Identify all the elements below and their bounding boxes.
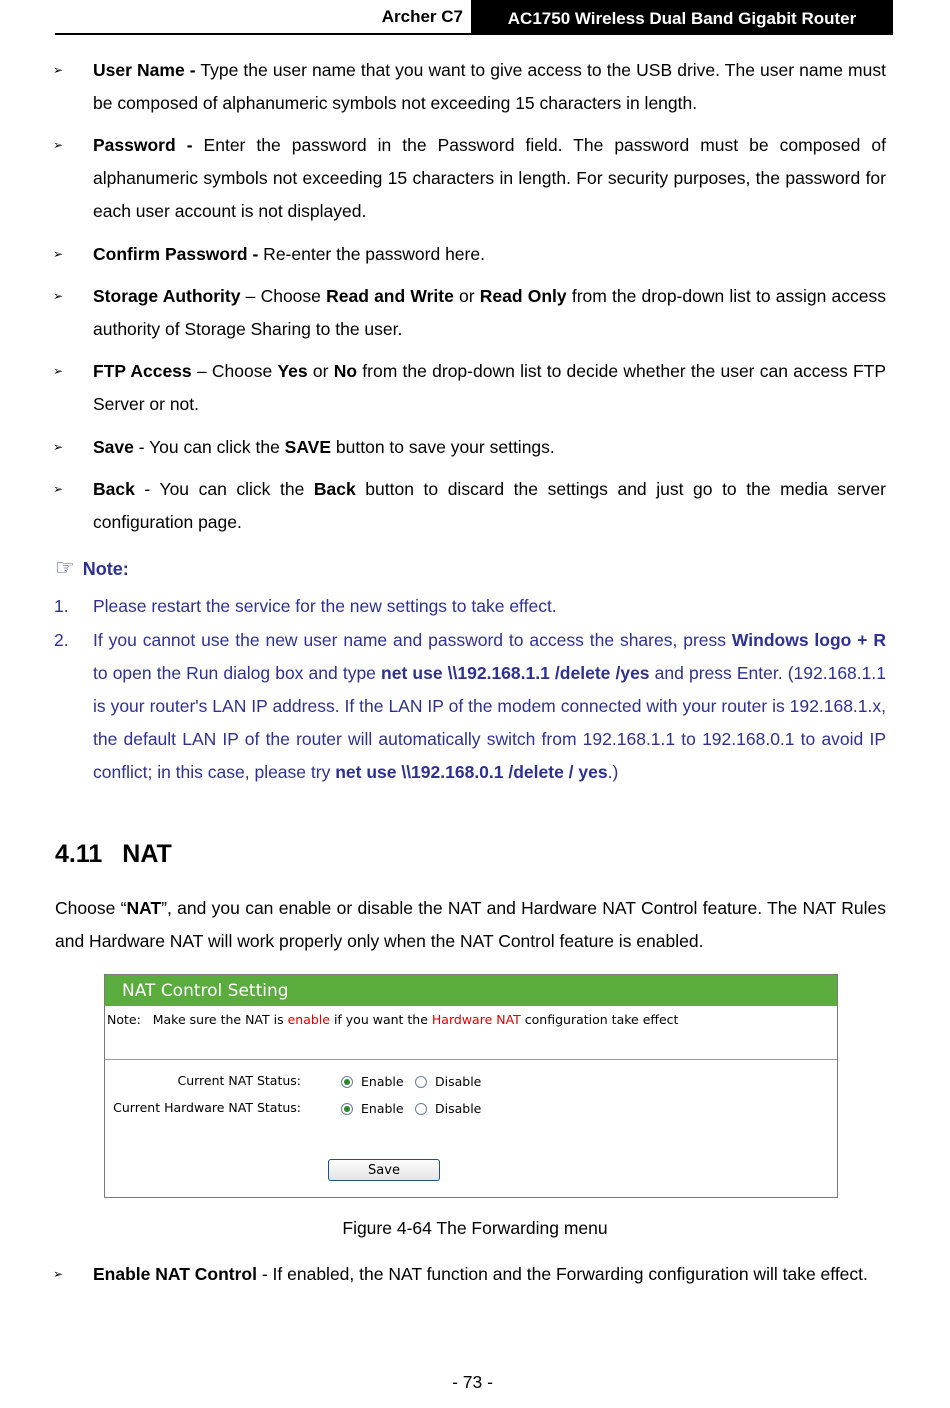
note-number: 1. xyxy=(54,596,69,616)
bullet-text: from the drop-down list to decide whether the user can access FTP Server or not. xyxy=(93,361,886,414)
note-bold: net use \\192.168.1.1 /delete /yes xyxy=(381,663,650,683)
bullet-text: – Choose xyxy=(240,286,327,306)
bullet-bold: SAVE xyxy=(284,437,332,457)
nat-enable-label: Enable xyxy=(361,1074,404,1089)
bullet-text: or xyxy=(453,286,480,306)
figure-caption: Figure 4-64 The Forwarding menu xyxy=(342,1218,608,1238)
bullet-text: Re-enter the password here. xyxy=(258,244,485,264)
hardware-nat-disable-radio[interactable] xyxy=(415,1103,427,1115)
bullet-text: Enter the password in the Password field. The password must be composed of alphanumeric symbols not exceeding 15 characters in length. For security purposes, the password for each user account is not displayed. xyxy=(93,135,886,221)
note-text: and press Enter. (192.168.1.1 is your router's LAN IP address. If the LAN IP of the modem connected with your router is 192.168.1.x, the default LAN IP of the router will automatically switch from 192.168.1.1 to 192.168.0.1 to avoid IP conflict; in this case, please try xyxy=(93,663,886,782)
bullet-text: - You can click the xyxy=(133,437,285,457)
panel-divider xyxy=(105,1059,837,1060)
bullet-bold: No xyxy=(333,361,358,381)
bullet-ftp-access xyxy=(93,355,886,421)
bullet-save xyxy=(93,431,886,464)
bullet-term: User Name - xyxy=(93,60,196,80)
panel-note-text: Make sure the NAT is xyxy=(152,1012,288,1027)
page-header xyxy=(55,0,893,35)
bullet-user-name xyxy=(93,54,886,120)
nat-disable-label: Disable xyxy=(435,1074,482,1089)
bullet-storage-authority xyxy=(93,280,886,346)
panel-note-highlight: Hardware NAT xyxy=(431,1012,521,1027)
note-bold: Windows logo + R xyxy=(731,630,886,650)
hardware-nat-status-row xyxy=(105,1100,837,1118)
panel-title: NAT Control Setting xyxy=(105,975,837,1006)
header-model: Archer C7 xyxy=(381,7,463,26)
nat-status-label: Current NAT Status: xyxy=(177,1073,301,1088)
bullet-text: from the drop-down list to assign access authority of Storage Sharing to the user. xyxy=(93,286,886,339)
bullet-confirm-password xyxy=(93,238,886,271)
save-button[interactable]: Save xyxy=(328,1159,440,1181)
page-number: - 73 - xyxy=(452,1372,493,1392)
bullet-term: Confirm Password - xyxy=(93,244,259,264)
bullet-bold: Read Only xyxy=(479,286,567,306)
section-title: NAT xyxy=(122,840,172,868)
intro-paragraph xyxy=(55,892,886,958)
panel-note xyxy=(107,1012,678,1027)
bullet-enable-nat-control xyxy=(93,1258,886,1291)
bullet-term: Storage Authority xyxy=(93,286,241,306)
note-bold: net use \\192.168.0.1 /delete / yes xyxy=(335,762,608,782)
note-text: to open the Run dialog box and type xyxy=(93,663,382,683)
note-text: If you cannot use the new user name and password to access the shares, press xyxy=(93,630,732,650)
note-item-2 xyxy=(54,624,886,789)
bullet-text: Type the user name that you want to give access to the USB drive. The user name must be composed of alphanumeric symbols not exceeding 15 characters in length. xyxy=(93,60,886,113)
pointing-hand-icon: ☞ xyxy=(55,556,75,581)
bullet-bold: Yes xyxy=(277,361,308,381)
note-number: 2. xyxy=(54,630,69,650)
note-item-1 xyxy=(54,590,886,623)
panel-note-text: configuration take effect xyxy=(520,1012,679,1027)
nat-disable-radio[interactable] xyxy=(415,1076,427,1088)
intro-text: Choose “ xyxy=(55,898,127,918)
section-number: 4.11 xyxy=(55,840,103,868)
intro-bold: NAT xyxy=(126,898,162,918)
bullet-text: - You can click the xyxy=(134,479,314,499)
nat-control-panel xyxy=(104,974,838,1198)
bullet-text: or xyxy=(307,361,334,381)
note-title: Note: xyxy=(82,559,129,579)
bullet-text: – Choose xyxy=(191,361,278,381)
panel-note-highlight: enable xyxy=(287,1012,330,1027)
bullet-term: Password - xyxy=(93,135,193,155)
hardware-nat-disable-label: Disable xyxy=(435,1101,482,1116)
panel-note-prefix: Note: xyxy=(107,1012,141,1027)
bullet-back xyxy=(93,473,886,539)
bullet-text: button to save your settings. xyxy=(331,437,555,457)
intro-text: ”, and you can enable or disable the NAT and Hardware NAT Control feature. The NAT Rules and Hardware NAT will work properly only when the NAT Control feature is enabled. xyxy=(55,898,886,951)
bullet-text: - If enabled, the NAT function and the Forwarding configuration will take effect. xyxy=(256,1264,868,1284)
panel-note-text: if you want the xyxy=(329,1012,432,1027)
hardware-nat-status-label: Current Hardware NAT Status: xyxy=(113,1100,301,1115)
bullet-text: button to discard the settings and just go to the media server configuration page. xyxy=(93,479,886,532)
bullet-term: Enable NAT Control xyxy=(93,1264,257,1284)
nat-status-row xyxy=(105,1073,837,1091)
bullet-password xyxy=(93,129,886,228)
header-product: AC1750 Wireless Dual Band Gigabit Router xyxy=(471,0,893,33)
bullet-bold: Back xyxy=(313,479,356,499)
nat-enable-radio[interactable] xyxy=(341,1076,353,1088)
note-heading xyxy=(55,556,129,581)
note-text: .) xyxy=(607,762,619,782)
bullet-term: FTP Access xyxy=(93,361,192,381)
bullet-bold: Read and Write xyxy=(326,286,454,306)
note-text: Please restart the service for the new settings to take effect. xyxy=(93,596,557,616)
hardware-nat-enable-label: Enable xyxy=(361,1101,404,1116)
section-heading xyxy=(55,840,172,869)
hardware-nat-enable-radio[interactable] xyxy=(341,1103,353,1115)
bullet-term: Save xyxy=(93,437,134,457)
bullet-term: Back xyxy=(93,479,135,499)
